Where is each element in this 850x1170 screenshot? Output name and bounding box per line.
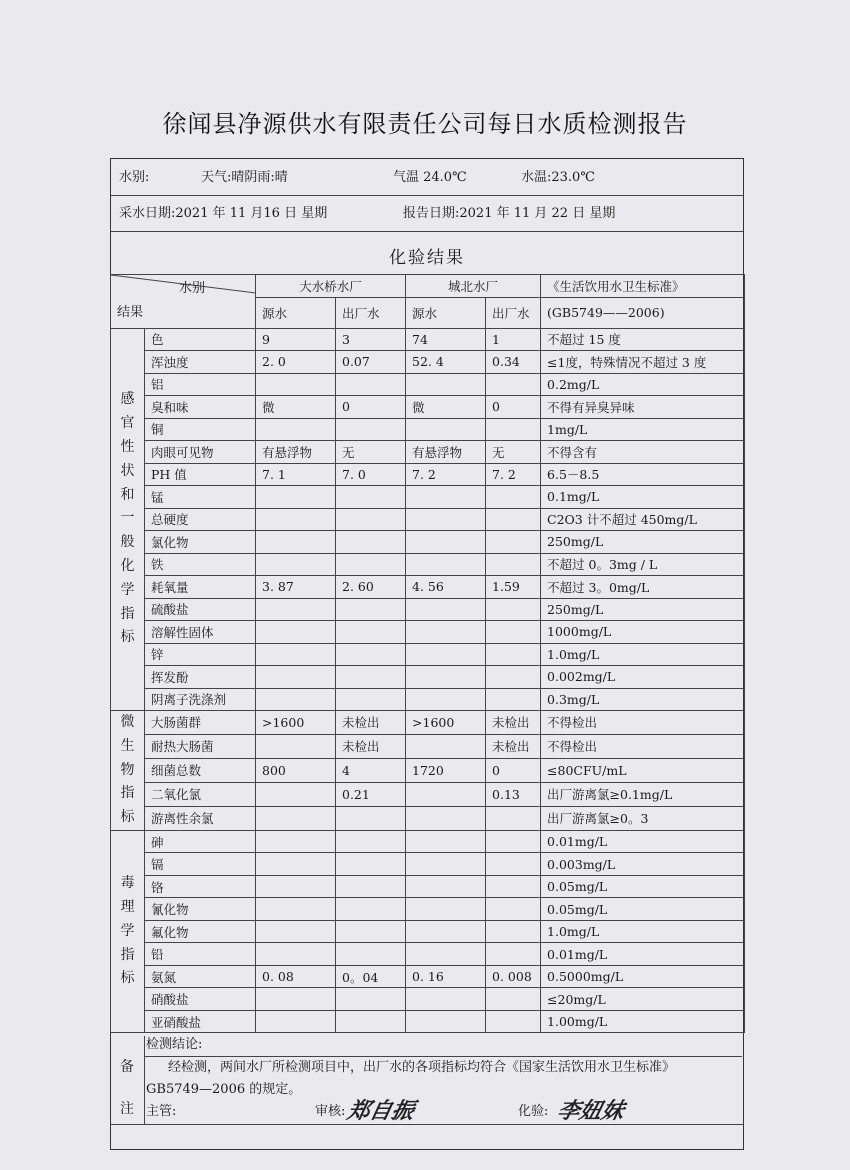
standard-value: 0.3mg/L <box>541 688 745 711</box>
plant2-out-value <box>486 920 541 943</box>
plant1-out-value: 0.07 <box>336 351 406 374</box>
item-name: 铅 <box>145 943 256 966</box>
category-char: 毒 <box>120 875 135 892</box>
reviewer-label: 审核: <box>315 1104 346 1119</box>
standard-value: ≤80CFU/mL <box>541 758 745 782</box>
plant1-out-value <box>336 1010 406 1033</box>
plant2-raw-value: >1600 <box>406 711 486 735</box>
conclusion-label: 检测结论: <box>146 1037 203 1052</box>
table-row <box>111 988 745 1011</box>
standard-value: 不得检出 <box>541 734 745 758</box>
plant1-out-value <box>336 943 406 966</box>
tester-signature: 李妞妹 <box>554 1098 627 1124</box>
table-row <box>111 965 745 988</box>
category-char: 标 <box>120 970 135 987</box>
plant2-out-value <box>486 898 541 921</box>
category-label <box>111 328 145 711</box>
standard-value: 0.05mg/L <box>541 875 745 898</box>
plant2-out-value <box>486 1010 541 1033</box>
standard-value: 1mg/L <box>541 418 745 441</box>
table-row <box>111 734 745 758</box>
plant1-header: 大水桥水厂 <box>256 275 406 298</box>
plant2-raw-value: 微 <box>406 396 486 419</box>
item-name: 氰化物 <box>145 898 256 921</box>
plant2-out-value <box>486 621 541 644</box>
plant2-raw-value: 7. 2 <box>406 463 486 486</box>
table-row <box>111 351 745 374</box>
plant1-out-value <box>336 418 406 441</box>
sample-date: 采水日期:2021 年 11 月16 日 星期 <box>119 206 328 221</box>
plant1-raw-value <box>256 853 336 876</box>
category-char: 一 <box>120 510 135 527</box>
plant1-out-value: 未检出 <box>336 734 406 758</box>
plant2-out-value <box>486 830 541 853</box>
plant1-raw-value <box>256 643 336 666</box>
item-name: 浑浊度 <box>145 351 256 374</box>
table-row <box>111 943 745 966</box>
table-row <box>111 531 745 554</box>
standard-value: 1.00mg/L <box>541 1010 745 1033</box>
plant2-out-value <box>486 598 541 621</box>
category-label <box>111 830 145 1033</box>
plant2-raw-value <box>406 621 486 644</box>
table-row <box>111 598 745 621</box>
plant2-raw-value <box>406 898 486 921</box>
plant2-out-value <box>486 373 541 396</box>
table-row <box>111 920 745 943</box>
plant1-raw-value: 9 <box>256 328 336 351</box>
table-row <box>111 875 745 898</box>
item-name: 铁 <box>145 553 256 576</box>
category-char: 般 <box>120 534 135 551</box>
item-name: 色 <box>145 328 256 351</box>
remarks-section <box>110 1036 744 1150</box>
section-title: 化验结果 <box>389 248 465 268</box>
plant1-out-value <box>336 553 406 576</box>
table-row <box>111 328 745 351</box>
report-date: 报告日期:2021 年 11 月 22 日 星期 <box>403 206 616 221</box>
plant2-raw-value: 74 <box>406 328 486 351</box>
plant1-raw-value <box>256 553 336 576</box>
plant1-raw-value <box>256 373 336 396</box>
plant2-raw-value <box>406 875 486 898</box>
plant1-out-value <box>336 830 406 853</box>
standard-value: 0.05mg/L <box>541 898 745 921</box>
plant2-raw-value <box>406 988 486 1011</box>
plant1-out-value: 无 <box>336 441 406 464</box>
plant1-out-value: 4 <box>336 758 406 782</box>
table-row <box>111 806 745 830</box>
plant1-out-value <box>336 988 406 1011</box>
plant1-raw-value: 有悬浮物 <box>256 441 336 464</box>
plant2-raw-header: 源水 <box>406 297 486 328</box>
item-name: 总硬度 <box>145 508 256 531</box>
table-row <box>111 758 745 782</box>
plant1-out-value <box>336 621 406 644</box>
plant2-raw-value <box>406 531 486 554</box>
plant1-raw-value: 7. 1 <box>256 463 336 486</box>
plant2-out-value <box>486 875 541 898</box>
plant2-header: 城北水厂 <box>406 275 541 298</box>
plant2-raw-value: 52. 4 <box>406 351 486 374</box>
plant1-out-value <box>336 688 406 711</box>
plant1-out-value: 2. 60 <box>336 576 406 599</box>
item-name: 耗氧量 <box>145 576 256 599</box>
standard-value: 不得有异臭异味 <box>541 396 745 419</box>
table-row <box>111 373 745 396</box>
plant1-out-value <box>336 643 406 666</box>
plant2-out-value <box>486 486 541 509</box>
table-row <box>111 830 745 853</box>
conclusion-line-1: 经检测，两间水厂所检测项目中，出厂水的各项指标均符合《国家生活饮用水卫生标准》 <box>168 1060 676 1075</box>
table-row <box>111 441 745 464</box>
table-row <box>111 782 745 806</box>
category-char: 理 <box>120 899 135 916</box>
standard-value: 出厂游离氯≥0.1mg/L <box>541 782 745 806</box>
plant2-out-value: 7. 2 <box>486 463 541 486</box>
standard-value: 1000mg/L <box>541 621 745 644</box>
plant1-out-value <box>336 920 406 943</box>
plant1-out-value <box>336 666 406 689</box>
header-row-1 <box>111 275 745 298</box>
item-name: 游离性余氯 <box>145 806 256 830</box>
plant2-out-value: 0.34 <box>486 351 541 374</box>
plant2-raw-value <box>406 830 486 853</box>
plant2-raw-value <box>406 598 486 621</box>
plant2-out-value <box>486 418 541 441</box>
plant2-out-value: 0 <box>486 396 541 419</box>
item-name: 镉 <box>145 853 256 876</box>
item-name: 铝 <box>145 373 256 396</box>
standard-value: C2O3 计不超过 450mg/L <box>541 508 745 531</box>
standard-value: 0.1mg/L <box>541 486 745 509</box>
plant2-out-value <box>486 508 541 531</box>
plant2-out-value: 未检出 <box>486 734 541 758</box>
plant1-out-value: 0。04 <box>336 965 406 988</box>
remarks-char-1: 备 <box>120 1059 134 1075</box>
weather: 天气:晴阴雨:晴 <box>201 170 288 185</box>
table-row <box>111 463 745 486</box>
plant1-out-value <box>336 508 406 531</box>
plant1-out-value: 7. 0 <box>336 463 406 486</box>
plant1-out-value <box>336 806 406 830</box>
results-table <box>110 274 745 1033</box>
plant2-out-value <box>486 943 541 966</box>
category-char: 和 <box>120 486 135 503</box>
item-name: 氨氮 <box>145 965 256 988</box>
category-char: 标 <box>120 809 135 826</box>
plant1-raw-value: 0. 08 <box>256 965 336 988</box>
plant2-raw-value: 4. 56 <box>406 576 486 599</box>
plant2-out-value: 未检出 <box>486 711 541 735</box>
plant2-raw-value <box>406 782 486 806</box>
water-temperature: 水温:23.0℃ <box>521 170 595 185</box>
table-row <box>111 418 745 441</box>
plant2-raw-value <box>406 643 486 666</box>
plant1-out-value <box>336 531 406 554</box>
plant2-out-value: 1 <box>486 328 541 351</box>
plant1-raw-value <box>256 1010 336 1033</box>
plant2-out-value: 1.59 <box>486 576 541 599</box>
plant2-out-value <box>486 688 541 711</box>
item-name: 氯化物 <box>145 531 256 554</box>
plant1-raw-value: 3. 87 <box>256 576 336 599</box>
item-name: 臭和味 <box>145 396 256 419</box>
plant2-out-value <box>486 853 541 876</box>
plant1-raw-value <box>256 508 336 531</box>
plant1-raw-value <box>256 621 336 644</box>
plant2-raw-value: 0. 16 <box>406 965 486 988</box>
standard-value: 出厂游离氯≥0。3 <box>541 806 745 830</box>
plant1-raw-value <box>256 734 336 758</box>
plant2-out-value <box>486 531 541 554</box>
plant2-out-value: 0. 008 <box>486 965 541 988</box>
plant1-raw-value <box>256 666 336 689</box>
plant1-raw-value <box>256 920 336 943</box>
standard-value: 不超过 3。0mg/L <box>541 576 745 599</box>
plant2-raw-value <box>406 853 486 876</box>
standard-value: 250mg/L <box>541 531 745 554</box>
plant1-out-value <box>336 486 406 509</box>
category-char: 物 <box>120 761 135 778</box>
table-row <box>111 898 745 921</box>
plant2-raw-value <box>406 418 486 441</box>
page-title: 徐闻县净源供水有限责任公司每日水质检测报告 <box>162 110 688 138</box>
item-name: 挥发酚 <box>145 666 256 689</box>
plant1-out-value <box>336 875 406 898</box>
plant1-out-value: 3 <box>336 328 406 351</box>
table-row <box>111 576 745 599</box>
category-label <box>111 711 145 831</box>
plant2-out-value <box>486 553 541 576</box>
plant2-raw-value <box>406 553 486 576</box>
plant1-raw-value <box>256 486 336 509</box>
standard-header: 《生活饮用水卫生标准》 <box>541 275 745 298</box>
supervisor-label: 主管: <box>146 1104 177 1119</box>
item-name: 砷 <box>145 830 256 853</box>
item-name: 铜 <box>145 418 256 441</box>
plant1-raw-value: 800 <box>256 758 336 782</box>
standard-value: ≤1度，特殊情况不超过 3 度 <box>541 351 745 374</box>
air-temperature: 气温 24.0℃ <box>393 170 467 185</box>
plant1-raw-value <box>256 531 336 554</box>
plant2-raw-value <box>406 666 486 689</box>
plant2-raw-value <box>406 920 486 943</box>
plant2-raw-value <box>406 1010 486 1033</box>
category-char: 生 <box>120 737 135 754</box>
plant1-out-header: 出厂水 <box>336 297 406 328</box>
table-row <box>111 553 745 576</box>
divider <box>111 195 743 196</box>
plant2-raw-value <box>406 508 486 531</box>
item-name: 细菌总数 <box>145 758 256 782</box>
item-name: 阴离子洗涤剂 <box>145 688 256 711</box>
divider <box>110 1124 744 1125</box>
plant2-raw-value: 1720 <box>406 758 486 782</box>
table-row <box>111 853 745 876</box>
plant1-out-value <box>336 373 406 396</box>
plant2-out-value <box>486 666 541 689</box>
item-name: 二氧化氯 <box>145 782 256 806</box>
standard-value: 0.01mg/L <box>541 830 745 853</box>
water-type-header: 水别 <box>178 281 205 296</box>
plant1-raw-value <box>256 830 336 853</box>
table-row <box>111 688 745 711</box>
plant1-raw-value: 微 <box>256 396 336 419</box>
item-name: 亚硝酸盐 <box>145 1010 256 1033</box>
plant1-out-value <box>336 598 406 621</box>
standard-value: 6.5－8.5 <box>541 463 745 486</box>
item-name: 大肠菌群 <box>145 711 256 735</box>
result-header: 结果 <box>117 305 144 320</box>
plant2-raw-value <box>406 373 486 396</box>
standard-value: ≤20mg/L <box>541 988 745 1011</box>
item-name: 锌 <box>145 643 256 666</box>
plant1-out-value: 0 <box>336 396 406 419</box>
table-row <box>111 711 745 735</box>
plant1-raw-value <box>256 598 336 621</box>
plant1-raw-value <box>256 875 336 898</box>
standard-value: 0.002mg/L <box>541 666 745 689</box>
standard-value: 1.0mg/L <box>541 920 745 943</box>
plant2-out-value: 0.13 <box>486 782 541 806</box>
category-char: 性 <box>120 438 135 455</box>
conclusion-line-2: GB5749—2006 的规定。 <box>146 1082 302 1097</box>
item-name: 氟化物 <box>145 920 256 943</box>
remarks-char-2: 注 <box>120 1101 134 1117</box>
item-name: 肉眼可见物 <box>145 441 256 464</box>
standard-value: 不得含有 <box>541 441 745 464</box>
category-char: 学 <box>120 581 135 598</box>
category-char: 指 <box>120 605 135 622</box>
standard-value: 不超过 15 度 <box>541 328 745 351</box>
item-name: 耐热大肠菌 <box>145 734 256 758</box>
remarks-label <box>110 1036 145 1124</box>
standard-value: 250mg/L <box>541 598 745 621</box>
plant2-out-value: 无 <box>486 441 541 464</box>
category-char: 感 <box>120 391 135 408</box>
plant2-out-header: 出厂水 <box>486 297 541 328</box>
standard-value: 0.01mg/L <box>541 943 745 966</box>
water-type-label: 水别: <box>119 170 150 185</box>
reviewer-signature: 郑自振 <box>344 1098 417 1124</box>
plant1-raw-value <box>256 418 336 441</box>
item-name: PH 值 <box>145 463 256 486</box>
category-char: 化 <box>120 557 135 574</box>
plant1-out-value <box>336 853 406 876</box>
standard-value: 0.003mg/L <box>541 853 745 876</box>
category-char: 指 <box>120 785 135 802</box>
plant1-raw-value <box>256 898 336 921</box>
plant2-raw-value <box>406 486 486 509</box>
tester-label: 化验: <box>518 1104 549 1119</box>
item-name: 铬 <box>145 875 256 898</box>
table-row <box>111 666 745 689</box>
plant2-raw-value <box>406 734 486 758</box>
plant2-out-value <box>486 806 541 830</box>
item-name: 硝酸盐 <box>145 988 256 1011</box>
category-char: 指 <box>120 946 135 963</box>
plant1-raw-value <box>256 943 336 966</box>
plant1-raw-value <box>256 688 336 711</box>
plant1-raw-value: 2. 0 <box>256 351 336 374</box>
table-row <box>111 508 745 531</box>
standard-value: 0.5000mg/L <box>541 965 745 988</box>
divider <box>111 231 743 232</box>
table-row <box>111 1010 745 1033</box>
plant2-out-value: 0 <box>486 758 541 782</box>
plant2-raw-value <box>406 688 486 711</box>
plant1-out-value: 0.21 <box>336 782 406 806</box>
plant1-raw-value <box>256 988 336 1011</box>
item-name: 锰 <box>145 486 256 509</box>
plant2-raw-value <box>406 806 486 830</box>
table-row <box>111 621 745 644</box>
plant1-raw-value <box>256 806 336 830</box>
category-char: 状 <box>120 462 135 479</box>
diagonal-header-cell <box>111 275 256 329</box>
category-char: 学 <box>120 922 135 939</box>
plant1-raw-value <box>256 782 336 806</box>
table-row <box>111 396 745 419</box>
category-char: 微 <box>120 714 135 730</box>
item-name: 溶解性固体 <box>145 621 256 644</box>
table-row <box>111 643 745 666</box>
standard-value: 0.2mg/L <box>541 373 745 396</box>
standard-value: 1.0mg/L <box>541 643 745 666</box>
plant2-out-value <box>486 643 541 666</box>
standard-value: 不得检出 <box>541 711 745 735</box>
plant2-out-value <box>486 988 541 1011</box>
plant2-raw-value <box>406 943 486 966</box>
plant1-raw-header: 源水 <box>256 297 336 328</box>
category-char: 标 <box>120 629 135 646</box>
plant1-out-value: 未检出 <box>336 711 406 735</box>
category-char: 官 <box>120 415 135 432</box>
item-name: 硫酸盐 <box>145 598 256 621</box>
plant1-out-value <box>336 898 406 921</box>
standard-value: 不超过 0。3mg / L <box>541 553 745 576</box>
plant2-raw-value: 有悬浮物 <box>406 441 486 464</box>
standard-code: (GB5749——2006) <box>541 297 745 328</box>
table-row <box>111 486 745 509</box>
plant1-raw-value: >1600 <box>256 711 336 735</box>
